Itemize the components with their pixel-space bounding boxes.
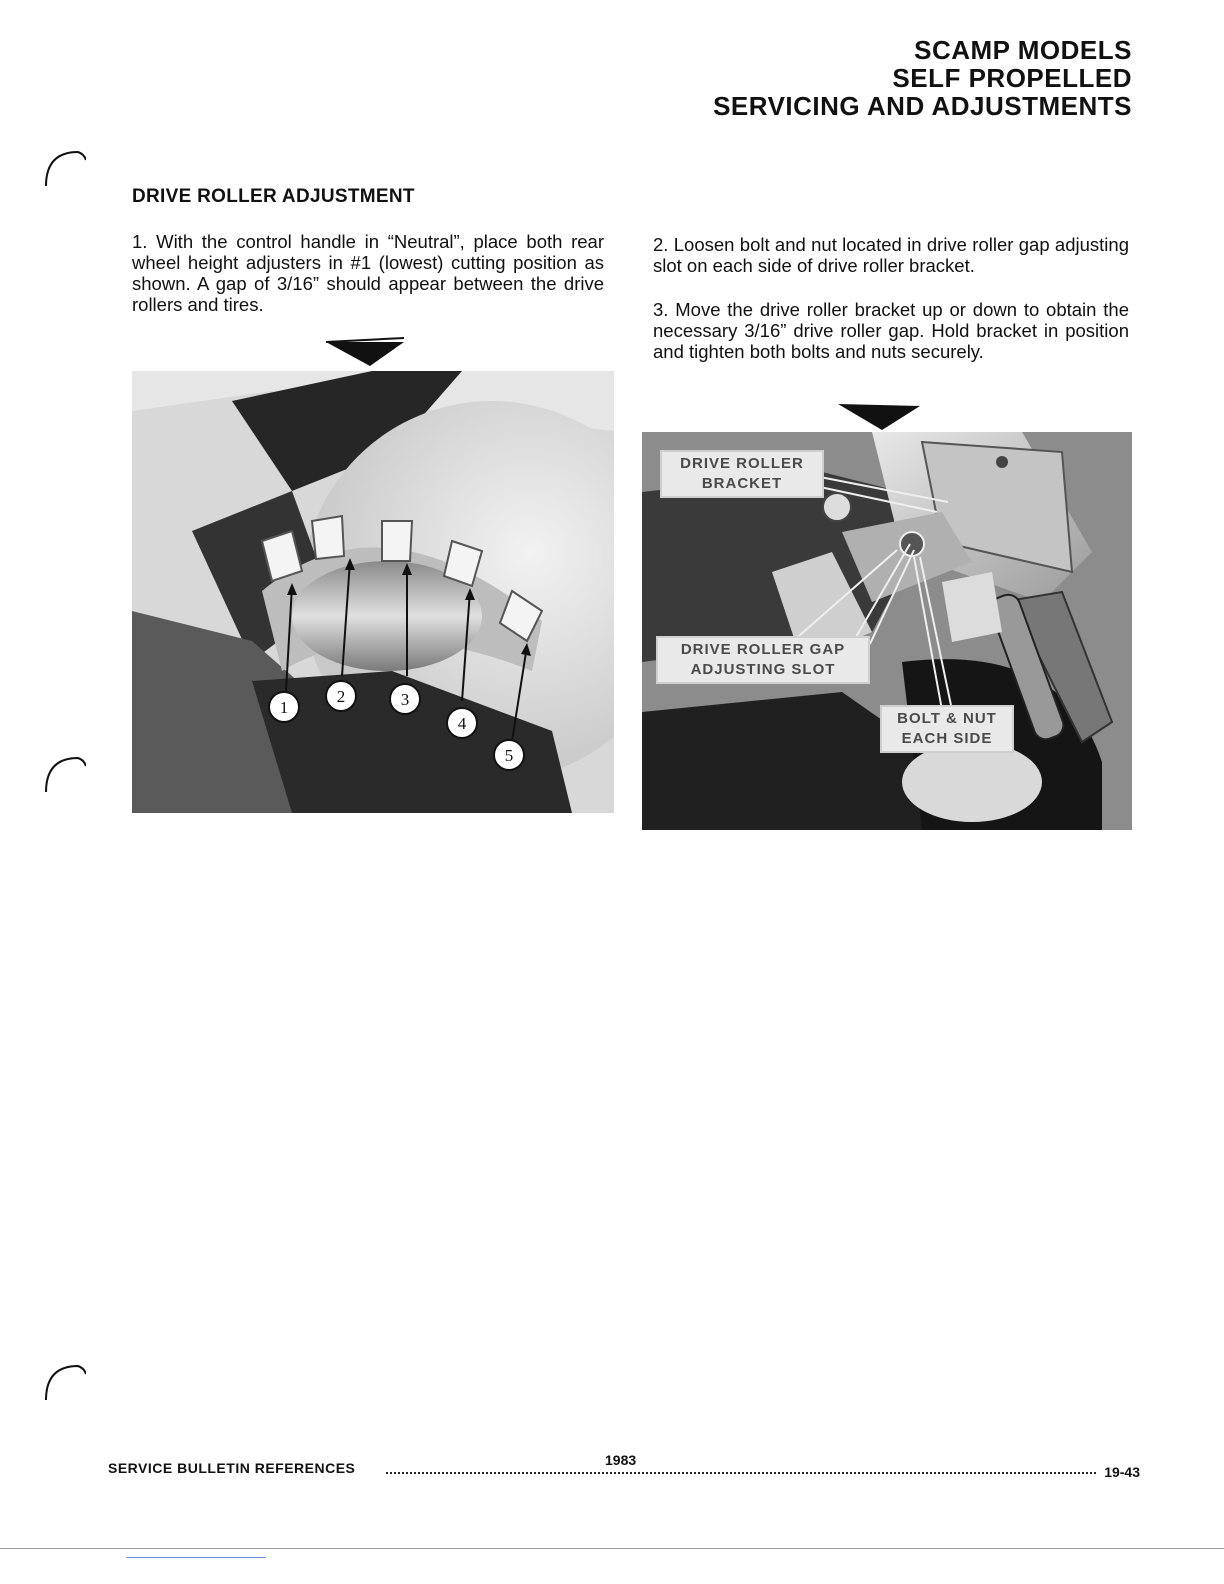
step-1-text: 1. With the control handle in “Neutral”, place both rear wheel height adjusters in #1 (lowest) cutting position as shown. A gap of 3/16” should appear between the drive rollers and tires.	[132, 231, 604, 315]
position-label-2: 2	[336, 687, 346, 706]
header-line-1: SCAMP MODELS	[914, 35, 1132, 65]
page-footer	[108, 1452, 1140, 1486]
wheel-height-adjuster-photo	[132, 371, 614, 813]
callout-drive-roller-bracket	[660, 450, 824, 498]
header-line-3: SERVICING AND ADJUSTMENTS	[713, 91, 1132, 121]
position-label-3: 3	[400, 690, 410, 709]
punch-hole-mark-top	[40, 146, 86, 192]
punch-hole-mark-middle	[40, 752, 86, 798]
callout-bolt-and-nut	[880, 705, 1014, 753]
leader-dots	[386, 1472, 1096, 1474]
service-bulletin-references: SERVICE BULLETIN REFERENCES	[108, 1460, 356, 1476]
callout-bracket-text: DRIVE ROLLER BRACKET	[680, 455, 804, 492]
page-header	[713, 36, 1132, 120]
footer-year: 1983	[605, 1452, 637, 1468]
down-arrow-icon-right	[838, 400, 922, 432]
step-2-text: 2. Loosen bolt and nut located in drive roller gap adjusting slot on each side of drive roller bracket.	[653, 234, 1129, 276]
callout-slot-text: DRIVE ROLLER GAP ADJUSTING SLOT	[680, 641, 846, 678]
punch-hole-mark-bottom	[40, 1360, 86, 1406]
page-number: 19-43	[1104, 1464, 1140, 1480]
header-line-2: SELF PROPELLED	[892, 63, 1132, 93]
section-title: DRIVE ROLLER ADJUSTMENT	[132, 186, 415, 207]
bottom-blue-line	[126, 1557, 266, 1558]
bottom-rule	[0, 1548, 1224, 1549]
callout-bolt-text: BOLT & NUT EACH SIDE	[897, 710, 997, 747]
position-label-4: 4	[457, 714, 467, 733]
position-label-5: 5	[504, 746, 514, 765]
step-3-text: 3. Move the drive roller bracket up or down to obtain the necessary 3/16” drive roller gap. Hold bracket in position and tighten both bolts and nuts securely.	[653, 299, 1129, 362]
down-arrow-icon-left	[326, 336, 406, 368]
callout-adjusting-slot	[656, 636, 870, 684]
position-label-1: 1	[279, 698, 289, 717]
